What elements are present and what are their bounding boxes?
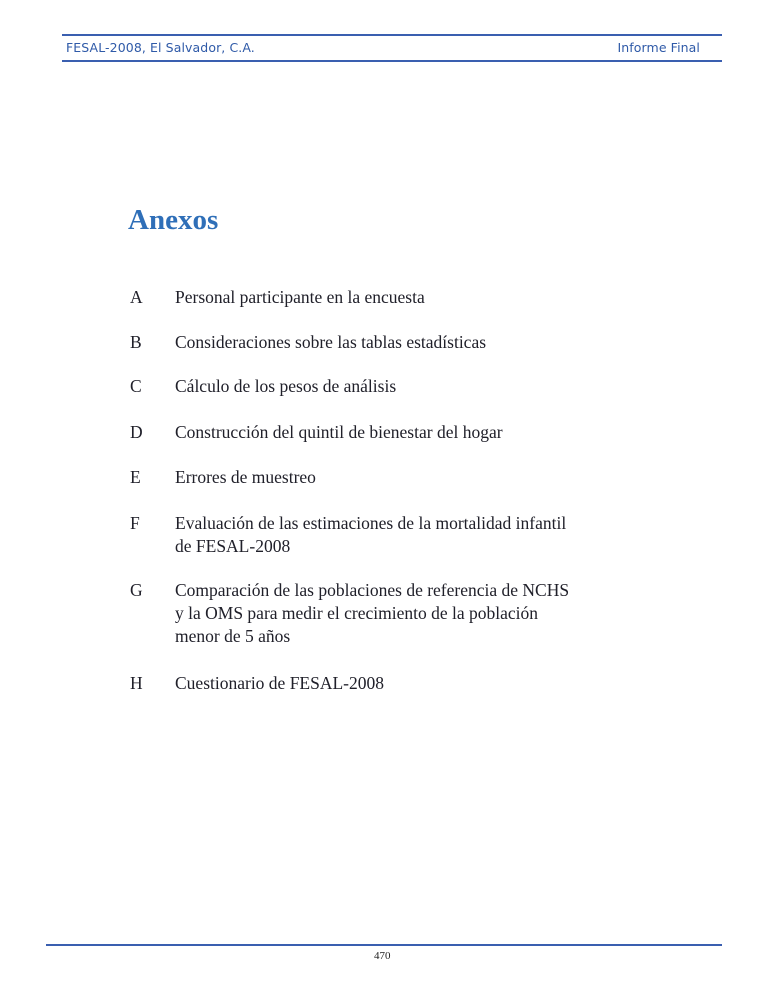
annex-title: Comparación de las poblaciones de referencia de NCHS y la OMS para medir el crecimiento de la población menor de 5 años [175,580,570,646]
header-report-type: Informe Final [617,40,700,55]
annex-title: Cuestionario de FESAL-2008 [175,673,385,693]
annex-title: Cálculo de los pesos de análisis [175,376,397,396]
annex-title: Errores de muestreo [175,467,316,487]
annex-letter: B [130,332,142,352]
footer-rule [46,944,722,946]
page-title: Anexos [128,204,219,236]
annex-letter: F [130,513,140,533]
page-header [62,34,722,62]
annex-letter: E [130,467,141,487]
annex-title: Personal participante en la encuesta [175,287,425,307]
annex-letter: H [130,673,143,693]
annex-letter: G [130,580,143,600]
annex-letter: D [130,422,143,442]
annex-title: Construcción del quintil de bienestar del hogar [175,422,503,442]
annex-letter: C [130,376,142,396]
page-number: 470 [374,950,391,962]
annex-title: Evaluación de las estimaciones de la mortalidad infantil de FESAL-2008 [175,513,567,556]
header-document-title: FESAL-2008, El Salvador, C.A. [66,40,255,55]
annex-letter: A [130,287,143,307]
annex-title: Consideraciones sobre las tablas estadísticas [175,332,487,352]
